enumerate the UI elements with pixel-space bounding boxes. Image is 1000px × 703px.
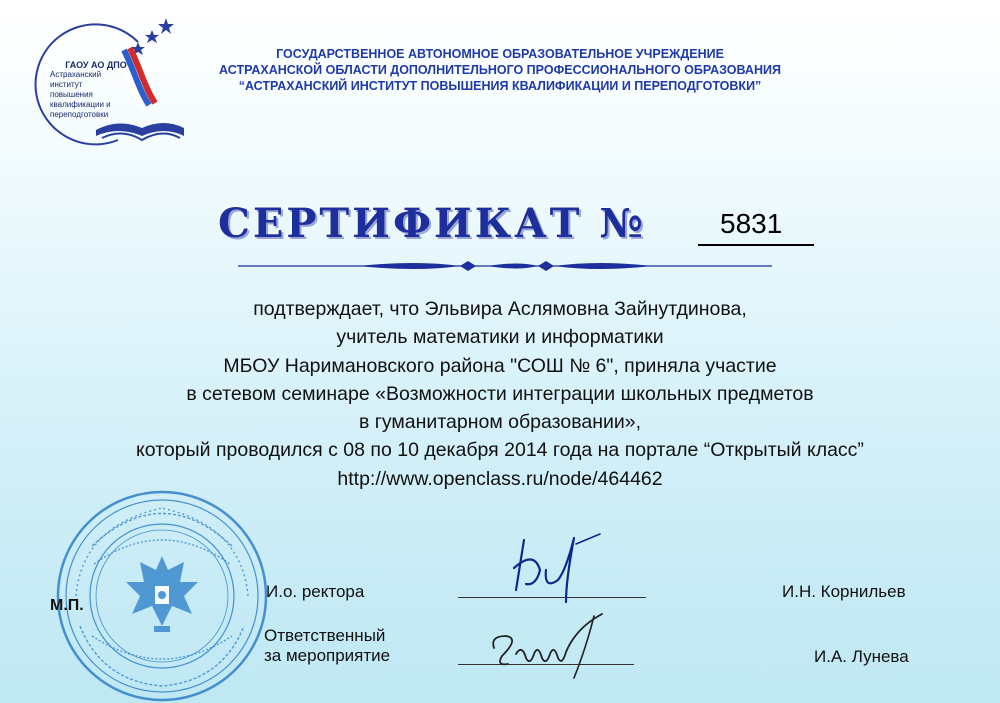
logo-line: повышения (50, 90, 93, 99)
logo-line: Астраханский (50, 70, 102, 79)
body-line: МБОУ Наримановского района "СОШ № 6", приняла участие (223, 354, 777, 377)
org-line-3: “АСТРАХАНСКИЙ ИНСТИТУТ ПОВЫШЕНИЯ КВАЛИФИКАЦИИ И ПЕРЕПОДГОТОВКИ” (238, 79, 762, 93)
org-line-1: ГОСУДАРСТВЕННОЕ АВТОНОМНОЕ ОБРАЗОВАТЕЛЬНОЕ УЧРЕЖДЕНИЕ (276, 47, 724, 61)
rector-label: И.о. ректора (266, 582, 365, 601)
official-seal-icon (52, 486, 272, 703)
body-line: учитель математики и информатики (336, 326, 664, 349)
body-line: подтверждает, что Эльвира Аслямовна Зайнутдинова, (253, 298, 747, 320)
stamp-label: М.П. (50, 597, 84, 614)
rector-signature-icon (496, 530, 626, 610)
title-row (0, 200, 1000, 260)
logo-title: ГАОУ АО ДПО (65, 60, 127, 70)
responsible-name: И.А. Лунева (814, 647, 909, 666)
responsible-label (264, 626, 390, 666)
logo-text (50, 60, 142, 120)
institute-logo (18, 12, 190, 152)
body-line[interactable]: http://www.openclass.ru/node/464462 (337, 467, 663, 490)
logo-line: институт (50, 80, 83, 89)
organization-header (190, 46, 810, 94)
body-line: в гуманитарном образовании», (358, 411, 642, 434)
ornament-divider-icon (238, 258, 772, 274)
responsible-label-line-1: Ответственный (264, 626, 386, 645)
certificate-title: СЕРТИФИКАТ № (218, 200, 646, 247)
body-line: который проводился с 08 по 10 декабря 2014 года на портале “Открытый класс” (136, 439, 864, 462)
responsible-label-line-2: за мероприятие (264, 646, 391, 665)
certificate-body (0, 295, 1000, 493)
certificate-number: 5831 (720, 208, 783, 239)
org-line-2: АСТРАХАНСКОЙ ОБЛАСТИ ДОПОЛНИТЕЛЬНОГО ПРОФЕССИОНАЛЬНОГО ОБРАЗОВАНИЯ (219, 63, 781, 77)
logo-line: переподготовки (50, 110, 109, 119)
responsible-signature-icon (476, 608, 626, 688)
body-line: в сетевом семинаре «Возможности интеграции школьных предметов (186, 382, 814, 405)
logo-line: квалификации и (50, 100, 111, 109)
rector-name: И.Н. Корнильев (782, 582, 906, 601)
certificate-number-field (698, 206, 814, 246)
